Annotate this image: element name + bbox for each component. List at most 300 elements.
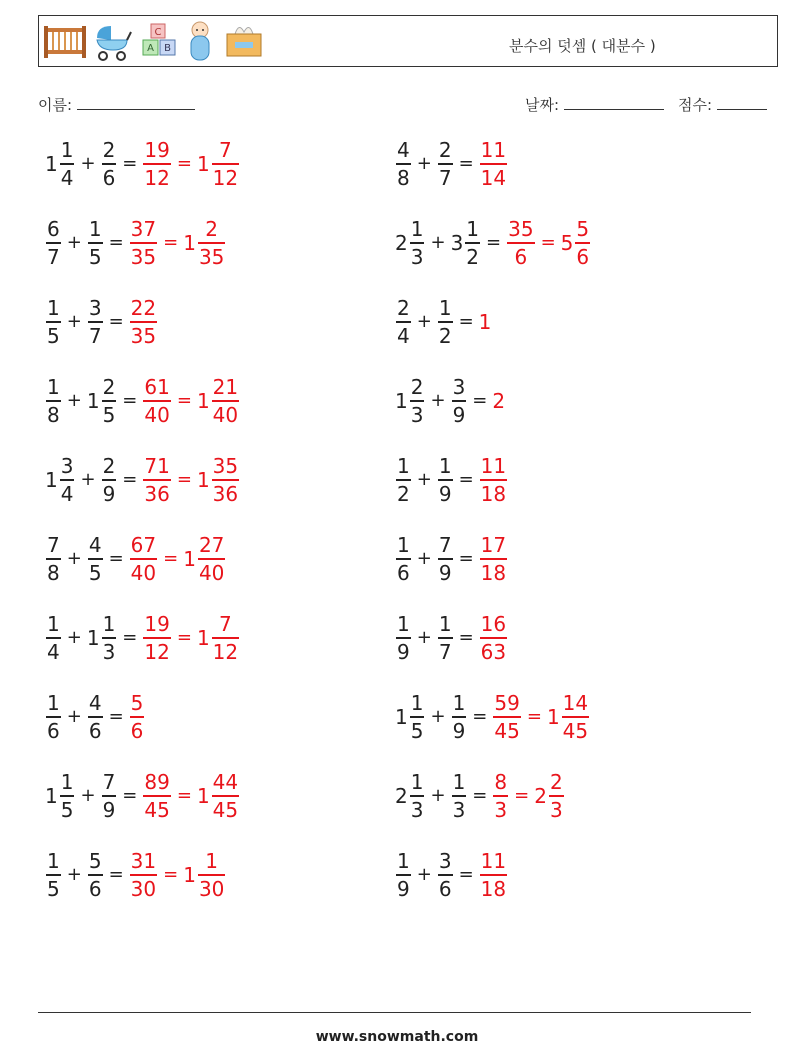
svg-text:B: B — [164, 43, 171, 54]
fraction-bar — [46, 558, 61, 560]
answer — [492, 693, 590, 741]
fraction-bar — [130, 242, 157, 244]
denominator: 9 — [397, 639, 410, 664]
answer — [479, 456, 508, 504]
fraction — [88, 298, 103, 346]
numerator: 1 — [47, 296, 60, 320]
equals-sign: = — [108, 706, 124, 728]
answer-improper — [142, 614, 171, 662]
fraction — [212, 772, 239, 820]
denominator: 45 — [212, 797, 239, 822]
numerator: 2 — [102, 454, 116, 478]
denominator: 6 — [130, 718, 144, 743]
denominator: 9 — [452, 402, 466, 427]
plus-sign: + — [66, 390, 82, 412]
addend-b — [87, 298, 104, 346]
answer-improper — [142, 140, 171, 188]
answer-improper — [479, 614, 508, 662]
plus-sign: + — [430, 706, 446, 728]
numerator: 27 — [198, 533, 225, 557]
fraction-bar — [452, 716, 467, 718]
answer — [129, 298, 158, 346]
plus-sign: + — [66, 864, 82, 886]
score-label: 점수: — [678, 96, 713, 114]
answer — [142, 614, 240, 662]
answer-whole: 1 — [478, 309, 492, 334]
plus-sign: + — [430, 785, 446, 807]
equals-sign: = — [458, 627, 474, 649]
fraction-bar — [130, 716, 145, 718]
fraction — [198, 219, 225, 267]
fraction — [438, 851, 453, 899]
numerator: 22 — [130, 296, 157, 320]
plus-sign: + — [66, 548, 82, 570]
whole-number: 1 — [196, 625, 210, 650]
answer — [479, 535, 508, 583]
fraction-bar — [60, 163, 75, 165]
addend-a — [395, 456, 412, 504]
header-box — [38, 15, 778, 67]
answer-improper — [129, 851, 158, 899]
equals-sign: = — [176, 153, 192, 175]
problem-row — [45, 614, 240, 662]
numerator: 1 — [452, 691, 466, 715]
numerator: 4 — [88, 691, 102, 715]
numerator: 1 — [397, 454, 410, 478]
answer — [142, 456, 240, 504]
crib-icon — [43, 20, 87, 62]
problem-row — [395, 614, 508, 662]
numerator: 17 — [480, 533, 507, 557]
fraction-bar — [212, 637, 239, 639]
fraction — [575, 219, 590, 267]
date-blank[interactable] — [564, 95, 664, 110]
abc-blocks-icon — [139, 20, 179, 62]
denominator: 3 — [494, 797, 508, 822]
addend-a — [395, 772, 425, 820]
addend-b — [87, 851, 104, 899]
addend-a — [395, 298, 412, 346]
problem-row — [395, 298, 492, 346]
equals-sign: = — [176, 627, 192, 649]
numerator: 67 — [130, 533, 157, 557]
whole-number: 3 — [450, 230, 464, 255]
denominator: 14 — [480, 165, 507, 190]
addend-b — [437, 535, 454, 583]
whole-number: 1 — [196, 467, 210, 492]
answer — [479, 851, 508, 899]
fraction — [46, 851, 61, 899]
denominator: 12 — [144, 639, 170, 664]
fraction — [143, 377, 170, 425]
fraction-bar — [198, 874, 225, 876]
name-label: 이름: — [38, 96, 73, 114]
fraction — [212, 614, 239, 662]
problem-row — [45, 535, 226, 583]
denominator: 5 — [410, 718, 424, 743]
denominator: 18 — [480, 481, 507, 506]
problem-row — [395, 693, 590, 741]
fraction — [88, 851, 103, 899]
name-field[interactable] — [38, 94, 195, 115]
answer — [129, 535, 227, 583]
fraction — [60, 140, 75, 188]
denominator: 12 — [212, 165, 239, 190]
fraction — [480, 140, 507, 188]
fraction — [46, 693, 61, 741]
answer-mixed — [197, 140, 240, 188]
fraction-bar — [143, 479, 170, 481]
numerator: 1 — [60, 138, 74, 162]
fraction — [410, 219, 425, 267]
answer-improper — [142, 772, 171, 820]
fraction — [212, 140, 239, 188]
answer-improper — [479, 535, 508, 583]
answer — [129, 219, 227, 267]
fraction — [410, 377, 425, 425]
denominator: 35 — [130, 323, 157, 348]
numerator: 11 — [480, 138, 507, 162]
denominator: 4 — [60, 481, 74, 506]
answer-improper — [142, 456, 171, 504]
denominator: 5 — [88, 244, 102, 269]
denominator: 12 — [212, 639, 239, 664]
name-blank[interactable] — [77, 95, 195, 110]
answer — [479, 614, 508, 662]
denominator: 3 — [452, 797, 466, 822]
fraction — [102, 614, 117, 662]
denominator: 9 — [438, 481, 452, 506]
fraction — [143, 456, 170, 504]
fraction-bar — [102, 637, 117, 639]
numerator: 1 — [397, 612, 410, 636]
problem-row — [395, 219, 591, 267]
addend-b — [437, 298, 454, 346]
baby-icon — [185, 20, 215, 62]
answer-whole: 2 — [492, 388, 506, 413]
numerator: 16 — [480, 612, 507, 636]
fraction-bar — [130, 874, 157, 876]
addend-b — [87, 693, 104, 741]
numerator: 11 — [480, 849, 507, 873]
denominator: 2 — [397, 481, 410, 506]
fraction-bar — [212, 479, 239, 481]
denominator: 35 — [130, 244, 157, 269]
denominator: 2 — [466, 244, 480, 269]
equals-sign: = — [458, 153, 474, 175]
fraction-bar — [212, 163, 239, 165]
fraction-bar — [46, 874, 61, 876]
denominator: 9 — [452, 718, 466, 743]
answer-improper — [142, 377, 171, 425]
fraction — [452, 693, 467, 741]
answer — [492, 389, 506, 413]
whole-number: 1 — [45, 467, 58, 492]
score-blank[interactable] — [717, 95, 767, 110]
fraction-bar — [396, 558, 411, 560]
addend-a — [45, 298, 62, 346]
equals-sign: = — [122, 627, 138, 649]
fraction — [143, 614, 170, 662]
plus-sign: + — [66, 311, 82, 333]
numerator: 1 — [47, 612, 60, 636]
answer-mixed — [534, 772, 564, 820]
fraction — [130, 535, 157, 583]
fraction-bar — [438, 163, 453, 165]
answer-mixed — [197, 377, 240, 425]
problem-row — [45, 298, 158, 346]
fraction — [562, 693, 589, 741]
denominator: 30 — [130, 876, 157, 901]
whole-number: 1 — [86, 388, 100, 413]
addend-b — [87, 377, 117, 425]
denominator: 6 — [397, 560, 410, 585]
fraction-bar — [130, 558, 157, 560]
fraction-bar — [102, 795, 117, 797]
plus-sign: + — [430, 390, 446, 412]
whole-number: 1 — [45, 783, 58, 808]
answer — [492, 772, 564, 820]
fraction — [493, 693, 520, 741]
denominator: 4 — [60, 165, 74, 190]
plus-sign: + — [416, 548, 432, 570]
numerator: 14 — [562, 691, 589, 715]
fraction-bar — [438, 479, 453, 481]
denominator: 3 — [549, 797, 563, 822]
addend-a — [45, 219, 62, 267]
whole-number: 1 — [196, 388, 210, 413]
numerator: 31 — [130, 849, 157, 873]
fraction-bar — [143, 795, 170, 797]
answer — [129, 693, 146, 741]
addend-b — [437, 140, 454, 188]
equals-sign: = — [108, 232, 124, 254]
equals-sign: = — [514, 785, 530, 807]
numerator: 35 — [212, 454, 239, 478]
answer-improper — [492, 772, 509, 820]
fraction-bar — [130, 321, 157, 323]
problem-row — [395, 851, 508, 899]
numerator: 1 — [47, 691, 60, 715]
denominator: 9 — [397, 876, 410, 901]
addend-b — [87, 535, 104, 583]
equals-sign: = — [122, 153, 138, 175]
fraction-bar — [480, 558, 507, 560]
denominator: 6 — [88, 876, 102, 901]
denominator: 6 — [102, 165, 116, 190]
fraction — [88, 219, 103, 267]
denominator: 3 — [102, 639, 116, 664]
denominator: 8 — [47, 402, 60, 427]
numerator: 7 — [219, 138, 232, 162]
fraction — [102, 377, 117, 425]
numerator: 61 — [144, 375, 170, 399]
fraction — [46, 535, 61, 583]
answer — [142, 377, 240, 425]
answer — [129, 851, 227, 899]
fraction — [396, 298, 411, 346]
equals-sign: = — [108, 864, 124, 886]
answer-mixed — [183, 535, 226, 583]
problem-row — [395, 456, 508, 504]
denominator: 6 — [47, 718, 60, 743]
equals-sign: = — [458, 311, 474, 333]
fraction-bar — [480, 163, 507, 165]
plus-sign: + — [80, 153, 96, 175]
whole-number: 1 — [183, 230, 196, 255]
denominator: 8 — [47, 560, 60, 585]
addend-b — [101, 140, 118, 188]
fraction-bar — [88, 242, 103, 244]
fraction — [198, 851, 225, 899]
denominator: 36 — [144, 481, 170, 506]
fraction-bar — [438, 558, 453, 560]
numerator: 2 — [549, 770, 563, 794]
fraction-bar — [60, 479, 75, 481]
plus-sign: + — [416, 311, 432, 333]
addend-b — [451, 377, 468, 425]
addend-a — [395, 377, 425, 425]
fraction-bar — [396, 637, 411, 639]
numerator: 7 — [47, 533, 60, 557]
numerator: 5 — [130, 691, 144, 715]
answer — [479, 140, 508, 188]
denominator: 45 — [562, 718, 589, 743]
addend-b — [451, 693, 468, 741]
whole-number: 1 — [395, 704, 408, 729]
svg-text:A: A — [147, 43, 154, 54]
denominator: 2 — [438, 323, 452, 348]
equals-sign: = — [122, 469, 138, 491]
denominator: 40 — [144, 402, 170, 427]
fraction — [396, 456, 411, 504]
numerator: 2 — [102, 138, 116, 162]
addend-b — [451, 219, 481, 267]
numerator: 3 — [88, 296, 102, 320]
fraction-bar — [493, 795, 508, 797]
fraction — [130, 693, 145, 741]
plus-sign: + — [66, 627, 82, 649]
problem-row — [45, 219, 226, 267]
plus-sign: + — [66, 232, 82, 254]
denominator: 30 — [198, 876, 225, 901]
plus-sign: + — [416, 469, 432, 491]
denominator: 5 — [88, 560, 102, 585]
problem-row — [45, 377, 240, 425]
numerator: 1 — [438, 454, 452, 478]
addend-a — [45, 772, 75, 820]
denominator: 7 — [88, 323, 102, 348]
whole-number: 1 — [196, 783, 210, 808]
score-field[interactable] — [678, 94, 767, 115]
fraction — [46, 377, 61, 425]
fraction-bar — [452, 795, 467, 797]
problem-row — [395, 535, 508, 583]
fraction — [438, 298, 453, 346]
denominator: 6 — [576, 244, 590, 269]
fraction-bar — [465, 242, 480, 244]
fraction-bar — [410, 716, 425, 718]
addend-b — [101, 772, 118, 820]
fraction — [410, 772, 425, 820]
addend-a — [45, 456, 75, 504]
numerator: 2 — [410, 375, 424, 399]
numerator: 44 — [212, 770, 239, 794]
fraction-bar — [88, 874, 103, 876]
denominator: 8 — [397, 165, 410, 190]
numerator: 7 — [438, 533, 452, 557]
fraction — [493, 772, 508, 820]
numerator: 6 — [47, 217, 60, 241]
answer — [479, 310, 493, 334]
svg-text:C: C — [154, 27, 162, 38]
footer-site[interactable]: www.snowmath.com — [315, 1029, 479, 1045]
fraction — [438, 614, 453, 662]
whole-number: 2 — [534, 783, 547, 808]
fraction-bar — [102, 163, 117, 165]
fraction — [88, 535, 103, 583]
fraction-bar — [396, 874, 411, 876]
addend-a — [45, 693, 62, 741]
fraction-bar — [46, 637, 61, 639]
equals-sign: = — [472, 706, 488, 728]
fraction — [549, 772, 564, 820]
numerator: 4 — [88, 533, 102, 557]
fraction — [130, 851, 157, 899]
fraction — [507, 219, 534, 267]
fraction-bar — [143, 400, 170, 402]
whole-number: 1 — [183, 862, 196, 887]
equals-sign: = — [486, 232, 502, 254]
fraction-bar — [212, 795, 239, 797]
numerator: 7 — [219, 612, 232, 636]
answer-improper — [129, 535, 158, 583]
fraction — [480, 851, 507, 899]
denominator: 9 — [102, 481, 116, 506]
denominator: 9 — [102, 797, 116, 822]
numerator: 1 — [466, 217, 480, 241]
problem-row — [45, 772, 240, 820]
whole-number: 2 — [395, 783, 408, 808]
fraction-bar — [438, 321, 453, 323]
numerator: 1 — [60, 770, 74, 794]
sheet-title: 분수의 덧셈 ( 대분수 ) — [509, 37, 656, 55]
plus-sign: + — [416, 153, 432, 175]
denominator: 9 — [438, 560, 452, 585]
denominator: 40 — [198, 560, 225, 585]
denominator: 3 — [410, 402, 424, 427]
numerator: 19 — [144, 138, 170, 162]
answer-improper — [129, 298, 158, 346]
answer-improper — [492, 693, 521, 741]
fraction — [46, 219, 61, 267]
fraction-bar — [493, 716, 520, 718]
whole-number: 1 — [45, 151, 58, 176]
fraction — [143, 772, 170, 820]
addend-a — [45, 535, 62, 583]
equals-sign: = — [472, 390, 488, 412]
denominator: 36 — [212, 481, 239, 506]
denominator: 7 — [438, 639, 452, 664]
problem-row — [395, 377, 506, 425]
date-field[interactable] — [525, 94, 664, 115]
addend-a — [395, 140, 412, 188]
problem-row — [45, 456, 240, 504]
addend-a — [395, 693, 425, 741]
fraction-bar — [46, 321, 61, 323]
numerator: 1 — [47, 375, 60, 399]
denominator: 5 — [47, 323, 60, 348]
